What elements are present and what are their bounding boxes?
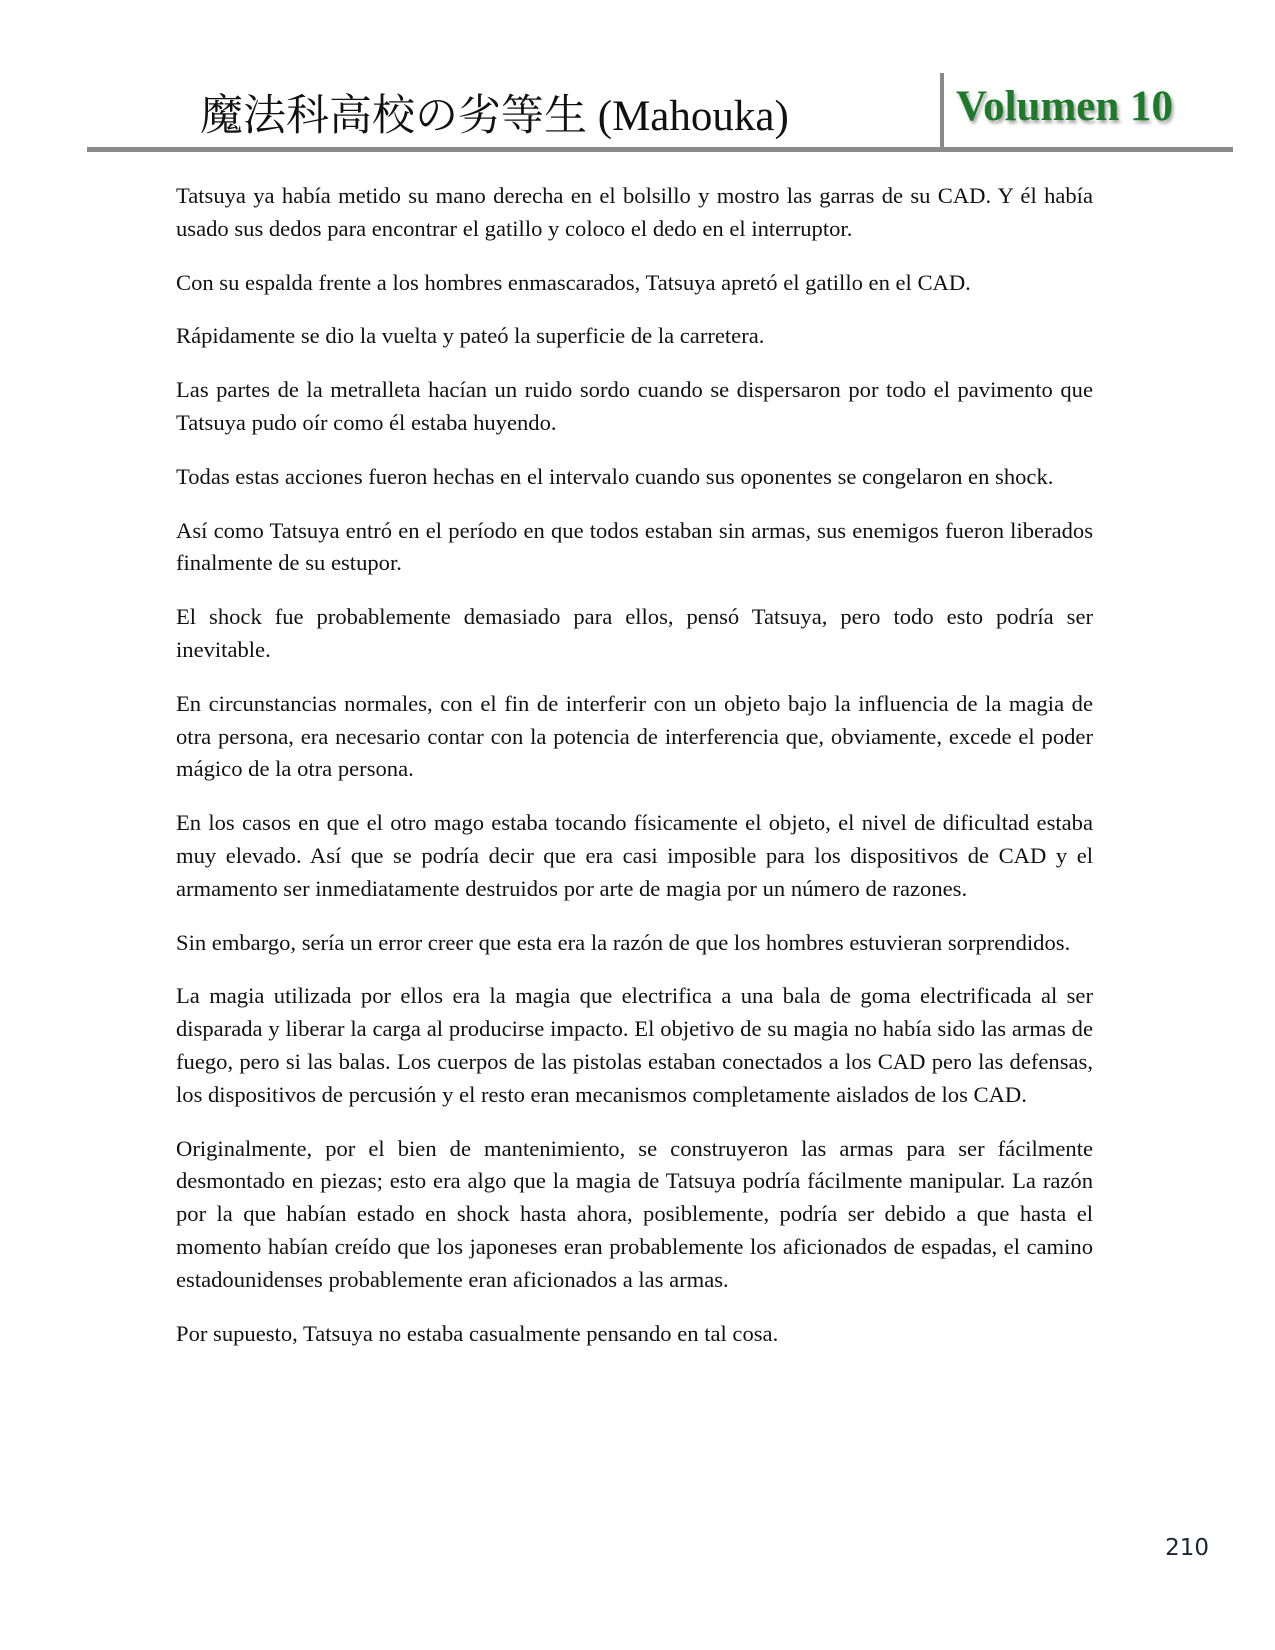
paragraph: Todas estas acciones fueron hechas en el intervalo cuando sus oponentes se congelaron en shock. [176,463,1054,489]
paragraph: Originalmente, por el bien de mantenimiento, se construyeron las armas para ser fácilmente desmontado en piezas; esto era algo que la magia de Tatsuya podría fácilmente manipular. La razón por la que habían estado en shock hasta ahora, posiblemente, podría ser debido a que hasta el momento habían creído que los japoneses eran probablemente los aficionados de espadas, el camino estadounidenses probablemente eran aficionados a las armas. [176,1135,1093,1292]
paragraph: El shock fue probablemente demasiado para ellos, pensó Tatsuya, pero todo esto podría ser inevitable. [176,604,1093,662]
header-horizontal-rule [87,147,1233,152]
volume-label: Volumen 10 [956,83,1174,130]
paragraph: Por supuesto, Tatsuya no estaba casualmente pensando en tal cosa. [176,1320,779,1346]
body-text [176,180,1093,1371]
paragraph: Las partes de la metralleta hacían un ruido sordo cuando se dispersaron por todo el pavimento que Tatsuya pudo oír como él estaba huyendo. [176,377,1093,435]
page-number: 210 [1165,1535,1209,1561]
paragraph: Rápidamente se dio la vuelta y pateó la superficie de la carretera. [176,323,765,349]
paragraph: Así como Tatsuya entró en el período en que todos estaban sin armas, sus enemigos fueron liberados finalmente de su estupor. [176,517,1093,576]
paragraph: En los casos en que el otro mago estaba tocando físicamente el objeto, el nivel de dificultad estaba muy elevado. Así que se podría decir que era casi imposible para los dispositivos de CAD y el armamento ser inmediatamente destruidos por arte de magia por un número de razones. [176,810,1093,901]
paragraph: La magia utilizada por ellos era la magia que electrifica a una bala de goma electrificada al ser disparada y liberar la carga al producirse impacto. El objetivo de su magia no había sido las armas de fuego, pero si las balas. Los cuerpos de las pistolas estaban conectados a los CAD pero las defensas, los dispositivos de percusión y el resto eran mecanismos completamente aislados de los CAD. [176,983,1093,1107]
header-vertical-divider [940,73,944,151]
paragraph: Sin embargo, sería un error creer que esta era la razón de que los hombres estuvieran sorprendidos. [176,929,1071,955]
paragraph: En circunstancias normales, con el fin de interferir con un objeto bajo la influencia de la magia de otra persona, era necesario contar con la potencia de interferencia que, obviamente, excede el poder mágico de la otra persona. [176,690,1093,782]
paragraph: Tatsuya ya había metido su mano derecha en el bolsillo y mostro las garras de su CAD. Y él había usado sus dedos para encontrar el gatillo y coloco el dedo en el interruptor. [176,183,1093,241]
paragraph: Con su espalda frente a los hombres enmascarados, Tatsuya apretó el gatillo en el CAD. [176,269,971,295]
book-title: 魔法科高校の劣等生 (Mahouka) [200,93,789,140]
